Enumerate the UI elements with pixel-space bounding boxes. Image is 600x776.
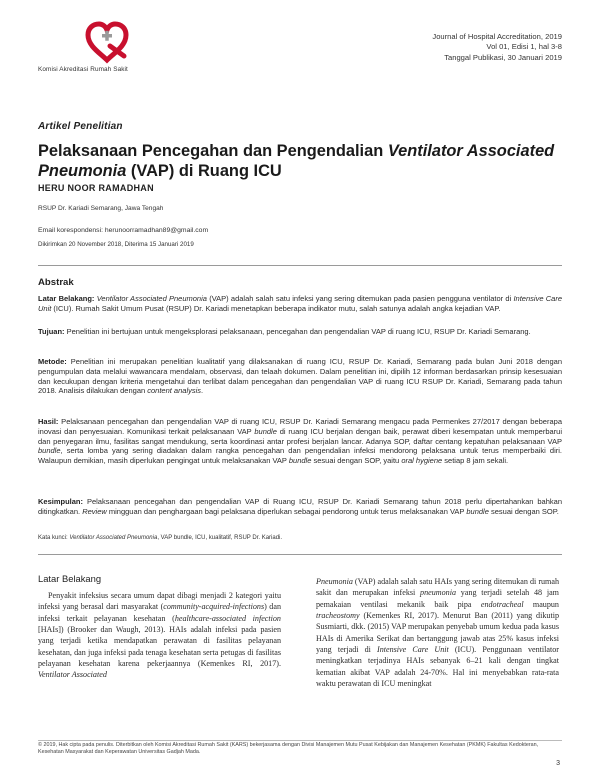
correspondence-email[interactable]: Email korespondensi: herunoorramadhan89@gmail.com — [38, 227, 209, 234]
label-background: Latar Belakang: — [38, 294, 95, 303]
kars-logo-mark — [80, 20, 134, 64]
keywords-label: Kata kunci: — [38, 535, 70, 541]
abstract-background: Latar Belakang: Ventilator Associated Pneumonia (VAP) adalah salah satu infeksi yang sering ditemukan pada pasien pengguna ventilator di Intensive Care Unit (ICU). Rumah Sakit Umum Pusat (RSUP) Dr. Kariadi menetapkan beberapa indikator mutu, salah satunya adalah angka kejadian VAP. — [38, 294, 562, 313]
label-results: Hasil: — [38, 417, 59, 426]
article-title — [38, 141, 558, 181]
abstract-objective: Tujuan: Penelitian ini bertujuan untuk mengeksplorasi pelaksanaan, pencegahan dan pengendalian VAP di ruang ICU, RSUP Dr. Kariadi Semarang. — [38, 327, 531, 336]
abstract-heading: Abstrak — [38, 277, 74, 288]
title-part-2: (VAP) di Ruang ICU — [126, 162, 282, 180]
copyright-notice: © 2019, Hak cipta pada penulis. Diterbitkan oleh Komisi Akreditasi Rumah Sakit (KARS) bekerjasama dengan Divisi Manajemen Mutu Pusat Kebijakan dan Manajemen Kesehatan (PKMK) Fakultas Kedokteran, Kesehatan Masyarakat dan Keperawatan Universitas Gadjah Mada. — [38, 742, 539, 756]
label-objective: Tujuan: — [38, 327, 65, 336]
abstract-results: Hasil: Pelaksanaan pencegahan dan pengendalian VAP di ruang ICU, RSUP Dr. Kariadi Semarang mengacu pada Permenkes 27/2017 dengan beberapa inovasi dan penyesuaian. Komunikasi terkait pelaksanaan VAP bundle di ruang ICU berjalan dengan baik, perawat diberi kesempatan untuk memperbarui dan penyegaran ilmu, fasilitas sangat mendukung, serta koordinasi antar profesi berjalan lancar. Adanya SOP, daftar centang kepatuhan pelaksanaan VAP bundle, serta lomba yang sering diadakan dalam rangka pencegahan dan pengendalian infeksi mendorong pelaksana untuk terus memperbaiki diri. Walaupun demikian, masih diperlukan pengingat untuk melaksanakan VAP bundle sesuai dengan SOP, yaitu oral hygiene setiap 8 jam sekali. — [38, 417, 563, 466]
abstract-conclusion: Kesimpulan: Pelaksanaan pencegahan dan pengendalian VAP di Ruang ICU, RSUP Dr. Kariadi Semarang tahun 2018 perlu dipertahankan bahkan ditingkatkan. Review mingguan dan penghargaan bagi pelaksana diperlukan sebagai pendorong untuk terus melaksanakan VAP bundle sesuai dengan SOP. — [38, 497, 562, 516]
page-number: 3 — [556, 760, 560, 767]
body-column-right: Pneumonia (VAP) adalah salah satu HAIs yang sering ditemukan di rumah sakit dan merupakan infeksi pneumonia yang terjadi setelah 48 jam pemakaian ventilasi mekanik baik pipa endotracheal maupun tracheostomy (Kemenkes RI, 2017). Menurut Ban (2011) yang dikutip Susmiarti, dkk. (2015) VAP merupakan penyebab umum kedua pada kasus HAIs di Amerika Serikat dan bertanggung jawab atas 25% kasus infeksi yang terjadi di Intensive Care Unit (ICU). Penggunaan ventilator meningkatkan terjadinya HAIs sebanyak 6–21 kali dengan tingkat kematian akibat VAP adalah 24-70%. Hal ini menyebabkan rata-rata waktu perawatan di ICU meningkat — [316, 577, 560, 689]
journal-meta — [432, 32, 562, 63]
article-type: Artikel Penelitian — [38, 121, 123, 132]
journal-volume: Vol 01, Edisi 1, hal 3-8 — [486, 42, 562, 52]
body-column-left: Penyakit infeksius secara umum dapat dibagi menjadi 2 kategori yaitu infeksi yang berasal dari masyarakat (community-acquired-infections) dan infeksi terkait pelayanan kesehatan (healthcare-associated infection [HAIs]) (Brooker dan Waugh, 2013). HAIs adalah infeksi pada pasien yang terjadi ketika mendapatkan perawatan di fasilitas pelayanan kesehatan, dan juga infeksi pada tenaga kesehatan serta petugas di fasilitas pelayanan kesehatan karena pekerjaannya (Kemenkes RI, 2017). Ventilator Associated — [38, 591, 281, 680]
journal-name: Journal of Hospital Accreditation, 2019 — [432, 32, 562, 41]
keywords: Kata kunci: Ventilator Associated Pneumonia, VAP bundle, ICU, kualitatif, RSUP Dr. Kariadi. — [38, 535, 283, 541]
submission-dates: Dikirimkan 20 November 2018, Diterima 15 Januari 2019 — [38, 241, 194, 248]
title-italic: Ventilator Associated Pneumonia — [38, 142, 555, 180]
section-heading: Latar Belakang — [38, 573, 102, 584]
label-method: Metode: — [38, 357, 67, 366]
abstract-method: Metode: Penelitian ini merupakan penelitian kualitatif yang dilaksanakan di ruang ICU, RSUP Dr. Kariadi, Semarang pada bulan Juni 2018 dengan pengumpulan data melalui wawancara mendalam, observasi, dan telaah dokumen. Dalam penelitian ini, dipilih 12 informan berdasarkan prinsip kesesuaian dan kecukupan dengan kriteria mengetahui dan terlibat dalam pencegahan dan pengendalian VAP di ruang ICU RSUP Dr. Kariadi, Semarang pada tahun 2018. Analisis dilakukan dengan content analysis. — [38, 357, 562, 396]
publication-date: Tanggal Publikasi, 30 Januari 2019 — [444, 52, 562, 62]
label-conclusion: Kesimpulan: — [38, 497, 84, 506]
author-name: HERU NOOR RAMADHAN — [38, 183, 154, 193]
footer-divider — [38, 740, 562, 741]
kars-logo — [38, 20, 178, 73]
abstract-top-divider — [38, 265, 562, 266]
title-part-1: Pelaksanaan Pencegahan dan Pengendalian — [38, 142, 388, 160]
logo-caption: Komisi Akreditasi Rumah Sakit — [38, 66, 128, 73]
abstract-bottom-divider — [38, 554, 562, 555]
author-affiliation: RSUP Dr. Kariadi Semarang, Jawa Tengah — [38, 205, 164, 212]
